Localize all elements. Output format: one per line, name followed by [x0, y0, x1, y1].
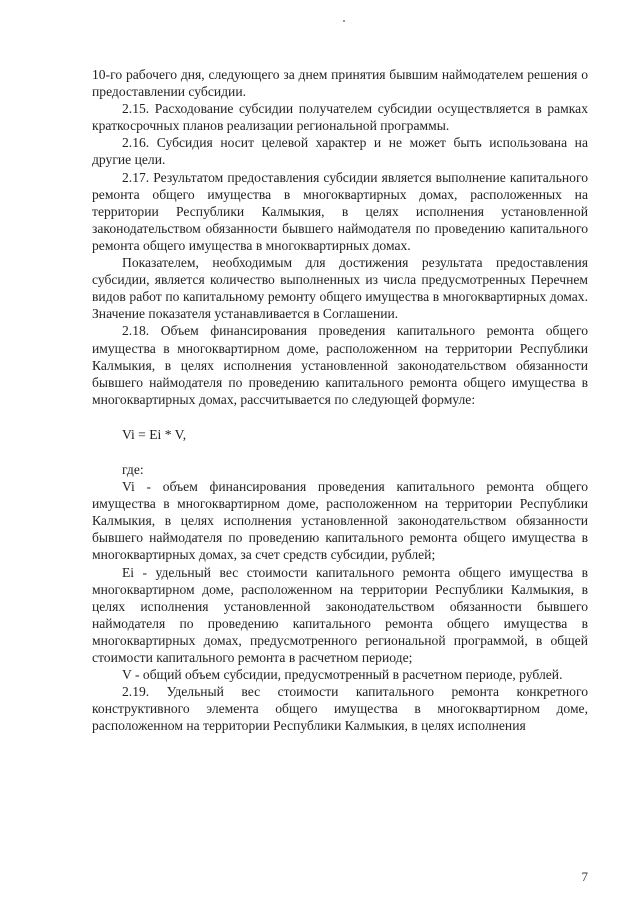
spacer [92, 443, 588, 461]
body-text [92, 66, 588, 734]
paragraph-indicator: Показателем, необходимым для достижения результата предоставления субсидии, является количество выполненных из числа предусмотренных Перечнем видов работ по капитальному ремонту общего имущества в многоквартирных домах. Значение показателя устанавливается в Соглашении. [92, 255, 588, 322]
definition-v: V - общий объем субсидии, предусмотренный в расчетном периоде, рублей. [122, 667, 563, 683]
paragraph-2-15: 2.15. Расходование субсидии получателем субсидии осуществляется в рамках краткосрочных планов реализации региональной программы. [92, 101, 588, 134]
formula: Vi = Ei * V, [122, 426, 187, 442]
spacer [92, 408, 588, 426]
paragraph-2-16: 2.16. Субсидия носит целевой характер и не может быть использована на другие цели. [92, 135, 588, 168]
scan-speck [343, 20, 345, 22]
definition-ei: Ei - удельный вес стоимости капитального ремонта общего имущества в многоквартирном доме, расположенном на территории Республики Калмыкия, в целях исполнения установленной законодательством обязанности бывшего наймодателя по проведению капитального ремонта общего имущества в многоквартирных домах, предусмотренного региональной программой, в общей стоимости капитального ремонта в расчетном периоде; [92, 564, 588, 665]
page-number: 7 [581, 869, 588, 884]
definition-vi: Vi - объем финансирования проведения капитального ремонта общего имущества в многоквартирном доме, расположенном на территории Республики Калмыкия, в целях исполнения установленной законодательством обязанности бывшего наймодателя по проведению капитального ремонта общего имущества в многоквартирных домах, за счет средств субсидии, рублей; [92, 479, 588, 563]
paragraph-continuation: 10-го рабочего дня, следующего за днем принятия бывшим наймодателем решения о предоставлении субсидии. [92, 67, 588, 100]
paragraph-2-17: 2.17. Результатом предоставления субсидии является выполнение капитального ремонта общего имущества в многоквартирных домах, расположенных на территории Республики Калмыкия, в целях исполнения установленной законодательством обязанности бывшего наймодателя по проведению капитального ремонта общего имущества в многоквартирных домах. [92, 169, 588, 253]
paragraph-2-18: 2.18. Объем финансирования проведения капитального ремонта общего имущества в многоквартирном доме, расположенном на территории Республики Калмыкия, в целях исполнения установленной законодательством обязанности бывшего наймодателя по проведению капитального ремонта общего имущества в многоквартирных домах, рассчитывается по следующей формуле: [92, 323, 588, 407]
where-label: где: [122, 461, 144, 477]
paragraph-2-19: 2.19. Удельный вес стоимости капитального ремонта конкретного конструктивного элемента общего имущества в многоквартирном доме, расположенном на территории Республики Калмыкия, в целях исполнения [92, 684, 588, 734]
